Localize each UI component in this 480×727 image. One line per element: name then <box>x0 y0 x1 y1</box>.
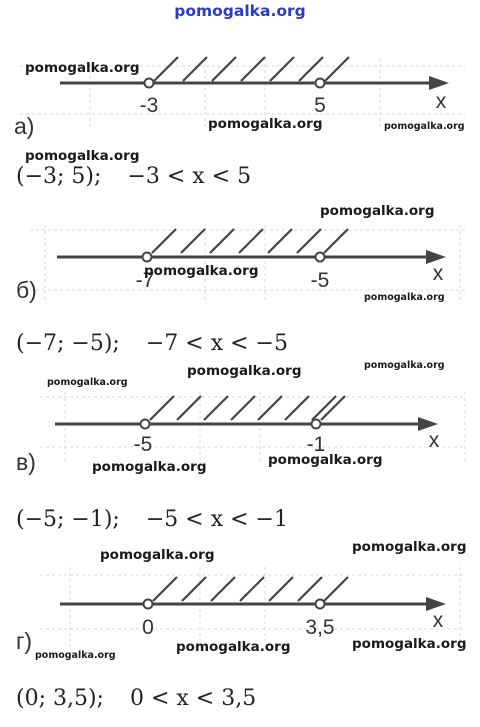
open-point-right-b <box>316 253 325 262</box>
open-point-right-d <box>316 600 325 609</box>
axis-label-a: x <box>435 90 447 113</box>
number-line-d <box>0 567 480 679</box>
part-label-b: б) <box>16 277 37 303</box>
answer-c <box>16 507 288 532</box>
axis-label-c: x <box>428 429 440 452</box>
answer-d <box>16 686 256 711</box>
watermark: pomogalka.org <box>47 377 128 388</box>
watermark: pomogalka.org <box>352 636 467 652</box>
hatching-b <box>152 229 348 253</box>
number-line-c <box>0 387 480 499</box>
inequality-d: 0 < x < 3,5 <box>129 686 257 711</box>
open-point-left-c <box>141 420 150 429</box>
open-point-right-c <box>312 420 321 429</box>
part-label-c: в) <box>16 449 36 475</box>
watermark: pomogalka.org <box>25 60 140 76</box>
part-label-d: г) <box>16 628 33 654</box>
watermark: pomogalka.org <box>25 148 140 164</box>
open-point-left-d <box>144 600 153 609</box>
watermark: pomogalka.org <box>100 547 215 563</box>
tick-left-d: 0 <box>142 616 154 639</box>
tick-left-b: -7 <box>135 269 155 292</box>
hatching-d <box>153 577 348 601</box>
open-point-right-a <box>316 79 325 88</box>
watermark: pomogalka.org <box>35 650 116 661</box>
open-point-left-b <box>143 253 152 262</box>
watermark: pomogalka.org <box>320 203 435 219</box>
watermark: pomogalka.org <box>384 121 465 132</box>
part-label-a: а) <box>14 113 35 139</box>
interval-a: (−3; 5); <box>16 164 102 189</box>
watermark: pomogalka.org <box>208 116 323 132</box>
watermark: pomogalka.org <box>268 452 383 468</box>
watermark: pomogalka.org <box>364 360 445 371</box>
inequality-a: −3 < x < 5 <box>127 164 252 189</box>
answer-a <box>16 164 251 189</box>
site-header[interactable]: pomogalka.org <box>174 2 306 20</box>
interval-b: (−7; −5); <box>16 331 120 356</box>
hatching-c <box>150 396 345 420</box>
tick-right-c: -1 <box>306 433 326 456</box>
tick-left-a: -3 <box>139 94 159 117</box>
axis-label-b: x <box>432 262 444 285</box>
axis-label-d: x <box>432 609 444 632</box>
tick-left-c: -5 <box>133 433 153 456</box>
tick-right-d: 3,5 <box>305 616 335 639</box>
tick-right-a: 5 <box>314 94 326 117</box>
watermark: pomogalka.org <box>187 363 302 379</box>
watermark: pomogalka.org <box>352 539 467 555</box>
tick-right-b: -5 <box>310 269 330 292</box>
watermark: pomogalka.org <box>92 459 207 475</box>
interval-d: (0; 3,5); <box>16 686 104 711</box>
open-point-left-a <box>145 79 154 88</box>
watermark: pomogalka.org <box>144 263 259 279</box>
inequality-c: −5 < x < −1 <box>145 507 288 532</box>
watermark: pomogalka.org <box>176 639 291 655</box>
hatching-a <box>154 57 349 81</box>
inequality-b: −7 < x < −5 <box>145 331 288 356</box>
answer-b <box>16 331 288 356</box>
interval-c: (−5; −1); <box>16 507 120 532</box>
axis-arrow-a <box>429 76 449 90</box>
watermark: pomogalka.org <box>364 292 445 303</box>
